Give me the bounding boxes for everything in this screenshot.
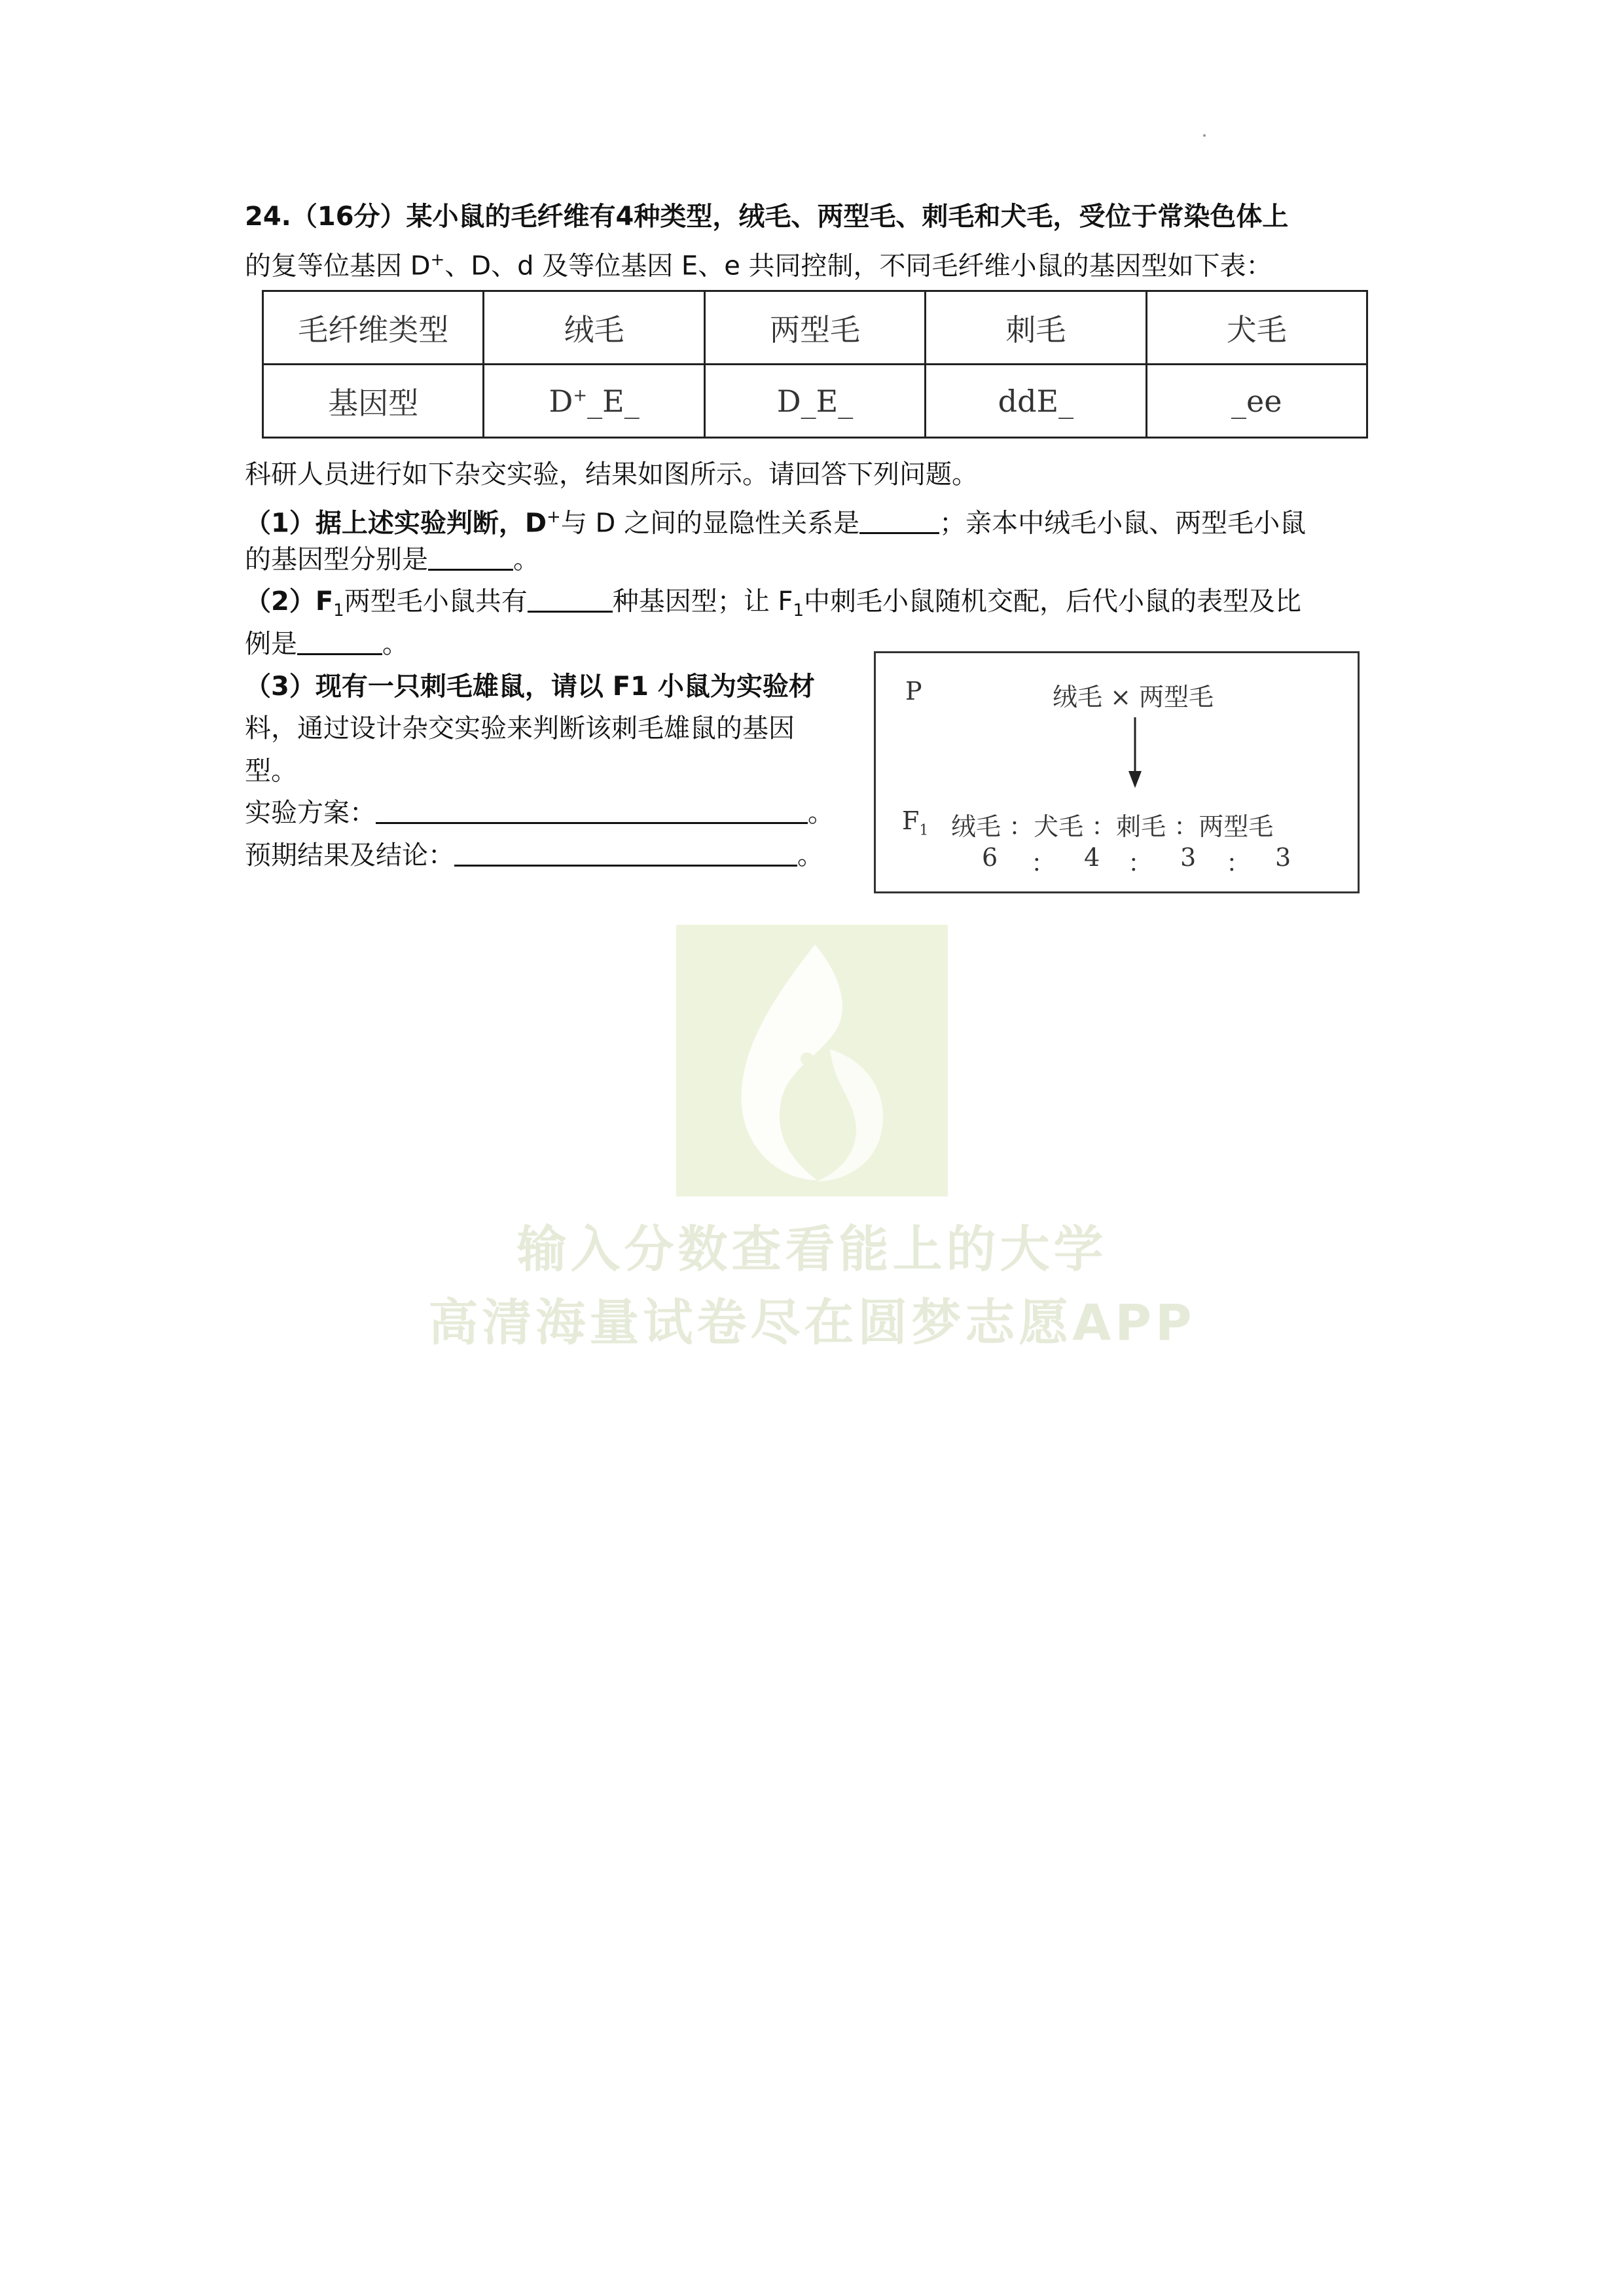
superscript: + <box>430 250 445 270</box>
f1-label <box>902 806 928 839</box>
table-header-cell: 毛纤维类型 <box>263 291 484 365</box>
question-text: 24.（16分）某小鼠的毛纤维有4种类型，绒毛、两型毛、刺毛和犬毛，受位于常染色体上 <box>245 202 1289 232</box>
arrow-down-icon <box>1127 717 1143 789</box>
p-label: P <box>905 677 922 706</box>
watermark-text-line-2: 高清海量试卷尽在圆梦志愿APP <box>428 1293 1196 1352</box>
table-header-cell: 绒毛 <box>484 291 704 365</box>
text-part: 两型毛小鼠共有 <box>344 586 528 617</box>
table-header-cell: 刺毛 <box>926 291 1146 365</box>
answer-blank[interactable] <box>454 838 797 867</box>
scan-speck <box>1203 134 1206 137</box>
ratio-value: 4 <box>1084 843 1100 872</box>
result-label: 预期结果及结论： <box>245 840 454 870</box>
table-cell <box>484 365 704 438</box>
f1-phenotypes: 绒毛 ：犬毛 ：刺毛 ：两型毛 <box>951 812 1274 841</box>
table-row <box>263 291 1367 365</box>
table-cell: _ee <box>1146 365 1367 438</box>
subscript: 1 <box>919 822 929 839</box>
text-part: 种基因型；让 F <box>612 586 793 617</box>
ratio-colon: ： <box>1031 849 1056 878</box>
plan-label: 实验方案： <box>245 798 376 828</box>
table-cell: 基因型 <box>263 365 484 438</box>
genotype-table <box>262 290 1368 439</box>
q1-line-1 <box>245 499 1306 541</box>
text-part: D <box>549 383 573 419</box>
table-cell: D_E_ <box>704 365 925 438</box>
answer-blank[interactable] <box>859 506 939 534</box>
q3-line-1 <box>245 668 815 705</box>
text-part: 料，通过设计杂交实验来判断该刺毛雄鼠的基因 <box>245 713 795 744</box>
q2-line-2 <box>245 626 408 662</box>
q2-line-1 <box>245 583 1301 629</box>
question-line-2 <box>245 242 1272 284</box>
superscript: + <box>573 386 588 406</box>
flame-bird-icon <box>676 925 948 1196</box>
answer-blank[interactable] <box>428 543 513 571</box>
watermark-text-line-1: 输入分数查看能上的大学 <box>516 1220 1108 1278</box>
answer-blank[interactable] <box>376 796 808 824</box>
text-part: 例是 <box>245 629 297 659</box>
question-line-1 <box>245 198 1288 235</box>
table-header-cell: 两型毛 <box>704 291 925 365</box>
ratio-value: 3 <box>1180 843 1197 872</box>
table-cell: ddE_ <box>926 365 1146 438</box>
cross-diagram <box>874 651 1360 893</box>
q1-line-2 <box>245 541 539 578</box>
text-part: _E_ <box>587 383 640 419</box>
text-part: 的复等位基因 D <box>245 251 431 281</box>
text-part: （2）F <box>245 586 334 617</box>
text-part: 与 D 之间的显隐性关系是 <box>560 508 860 539</box>
ratio-value: 3 <box>1275 843 1291 872</box>
text-part: 的基因型分别是 <box>245 545 428 575</box>
ratio-colon: ： <box>1226 849 1252 878</box>
text-part: ；亲本中绒毛小鼠、两型毛小鼠 <box>939 508 1307 539</box>
table-row <box>263 365 1367 438</box>
text-part: 中刺毛小鼠随机交配，后代小鼠的表型及比 <box>803 586 1301 617</box>
subscript: 1 <box>793 601 804 620</box>
text-part: 、D、d 及等位基因 E、e 共同控制，不同毛纤维小鼠的基因型如下表： <box>444 251 1272 281</box>
text-part: 。 <box>513 545 539 575</box>
after-table-text: 科研人员进行如下杂交实验，结果如图所示。请回答下列问题。 <box>245 459 978 490</box>
q3-line-3 <box>245 753 297 789</box>
text-part: 。 <box>382 629 408 659</box>
text-part: 。 <box>797 840 823 870</box>
answer-blank[interactable] <box>297 627 382 655</box>
experiment-plan-line <box>245 795 834 831</box>
ratio-value: 6 <box>982 843 998 872</box>
text-part: （3）现有一只刺毛雄鼠，请以 F1 小鼠为实验材 <box>245 672 815 702</box>
text-part: 型。 <box>245 756 297 786</box>
subscript: 1 <box>333 601 344 620</box>
text-part: （1）据上述实验判断，D <box>245 508 547 539</box>
answer-blank[interactable] <box>528 584 613 613</box>
watermark-logo <box>676 925 948 1196</box>
ratio-colon: ： <box>1128 849 1153 878</box>
text-part: 。 <box>808 798 834 828</box>
text-part: F <box>902 806 920 835</box>
table-header-cell: 犬毛 <box>1146 291 1367 365</box>
q3-line-2 <box>245 710 795 747</box>
expected-result-line <box>245 837 823 874</box>
superscript: + <box>547 507 561 527</box>
parental-cross: 绒毛 × 两型毛 <box>1053 683 1214 711</box>
